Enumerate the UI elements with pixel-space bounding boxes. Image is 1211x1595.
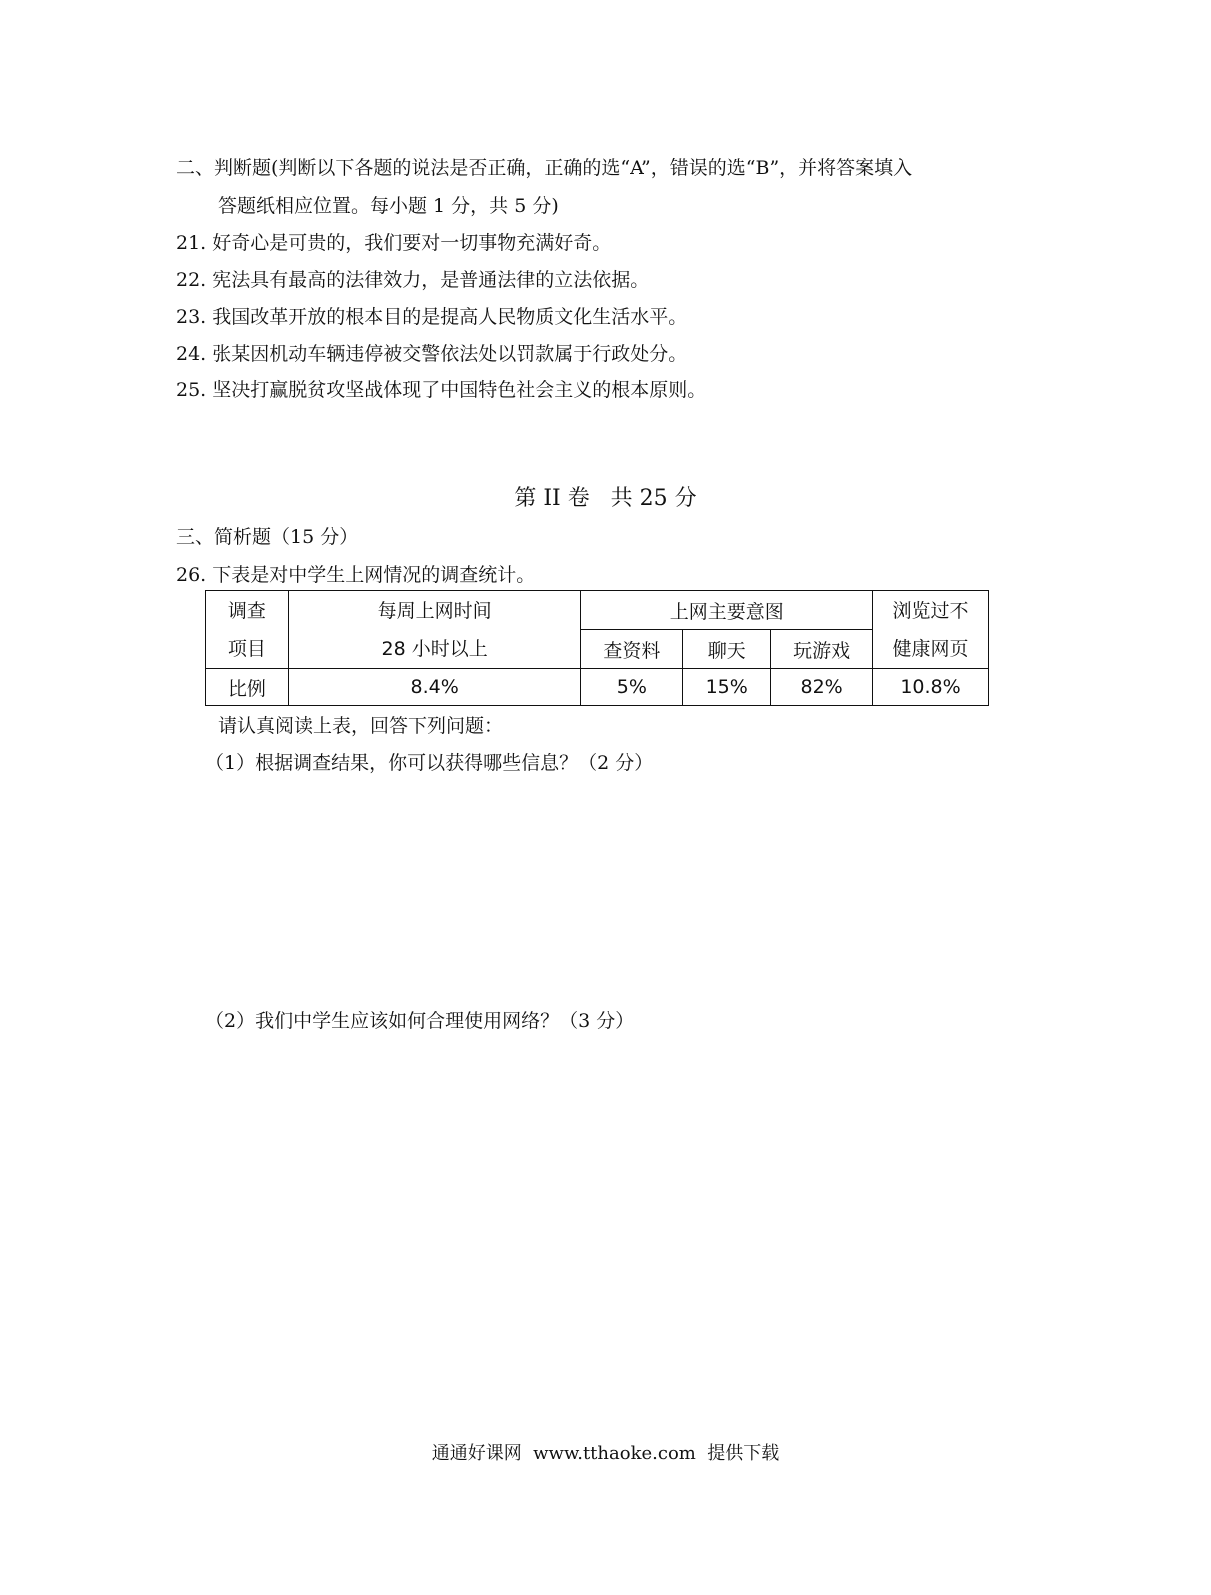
question-23: 23. 我国改革开放的根本目的是提高人民物质文化生活水平。 bbox=[176, 306, 688, 328]
value-unhealthy-sites: 10.8% bbox=[873, 669, 989, 706]
value-chat: 15% bbox=[683, 669, 771, 706]
section-3-heading: 三、简析题（15 分） bbox=[176, 526, 359, 548]
table-instruction: 请认真阅读上表，回答下列问题： bbox=[218, 715, 504, 737]
question-22: 22. 宪法具有最高的法律效力，是普通法律的立法依据。 bbox=[176, 269, 650, 291]
sub-header-research: 查资料 bbox=[581, 630, 683, 669]
value-weekly-time: 8.4% bbox=[288, 669, 581, 706]
sub-question-2: （2）我们中学生应该如何合理使用网络？（3 分） bbox=[205, 1010, 635, 1032]
survey-table bbox=[205, 590, 989, 706]
question-24: 24. 张某因机动车辆违停被交警依法处以罚款属于行政处分。 bbox=[176, 343, 688, 365]
row-header-line-1: 调查 bbox=[227, 599, 266, 622]
weekly-time-header-line-1: 每周上网时间 bbox=[377, 599, 492, 622]
section-2-heading-continued: 答题纸相应位置。每小题 1 分，共 5 分) bbox=[218, 195, 559, 217]
part-2-title: 第 II 卷 共 25 分 bbox=[514, 486, 697, 511]
value-games: 82% bbox=[771, 669, 873, 706]
unhealthy-sites-header-line-2: 健康网页 bbox=[892, 637, 969, 660]
section-2-heading: 二、判断题(判断以下各题的说法是否正确，正确的选“A”，错误的选“B”，并将答案填入 bbox=[176, 157, 913, 179]
sub-question-1: （1）根据调查结果，你可以获得哪些信息？（2 分） bbox=[205, 752, 654, 774]
question-25: 25. 坚决打赢脱贫攻坚战体现了中国特色社会主义的根本原则。 bbox=[176, 379, 707, 401]
table-row bbox=[206, 669, 989, 706]
page-footer: 通通好课网 www.tthaoke.com 提供下载 bbox=[431, 1443, 780, 1464]
unhealthy-sites-header-line-1: 浏览过不 bbox=[892, 599, 969, 622]
data-row-label: 比例 bbox=[206, 669, 289, 706]
intent-group-header: 上网主要意图 bbox=[581, 591, 873, 630]
question-26-stem: 26. 下表是对中学生上网情况的调查统计。 bbox=[176, 564, 536, 586]
sub-header-games: 玩游戏 bbox=[771, 630, 873, 669]
weekly-time-header-cell bbox=[288, 591, 581, 669]
row-header-cell bbox=[206, 591, 289, 669]
row-header-line-2: 项目 bbox=[227, 637, 266, 660]
question-21: 21. 好奇心是可贵的，我们要对一切事物充满好奇。 bbox=[176, 232, 612, 254]
table-header-row-1 bbox=[206, 591, 989, 630]
value-research: 5% bbox=[581, 669, 683, 706]
unhealthy-sites-header-cell bbox=[873, 591, 989, 669]
weekly-time-header-line-2: 28 小时以上 bbox=[381, 637, 488, 660]
sub-header-chat: 聊天 bbox=[683, 630, 771, 669]
